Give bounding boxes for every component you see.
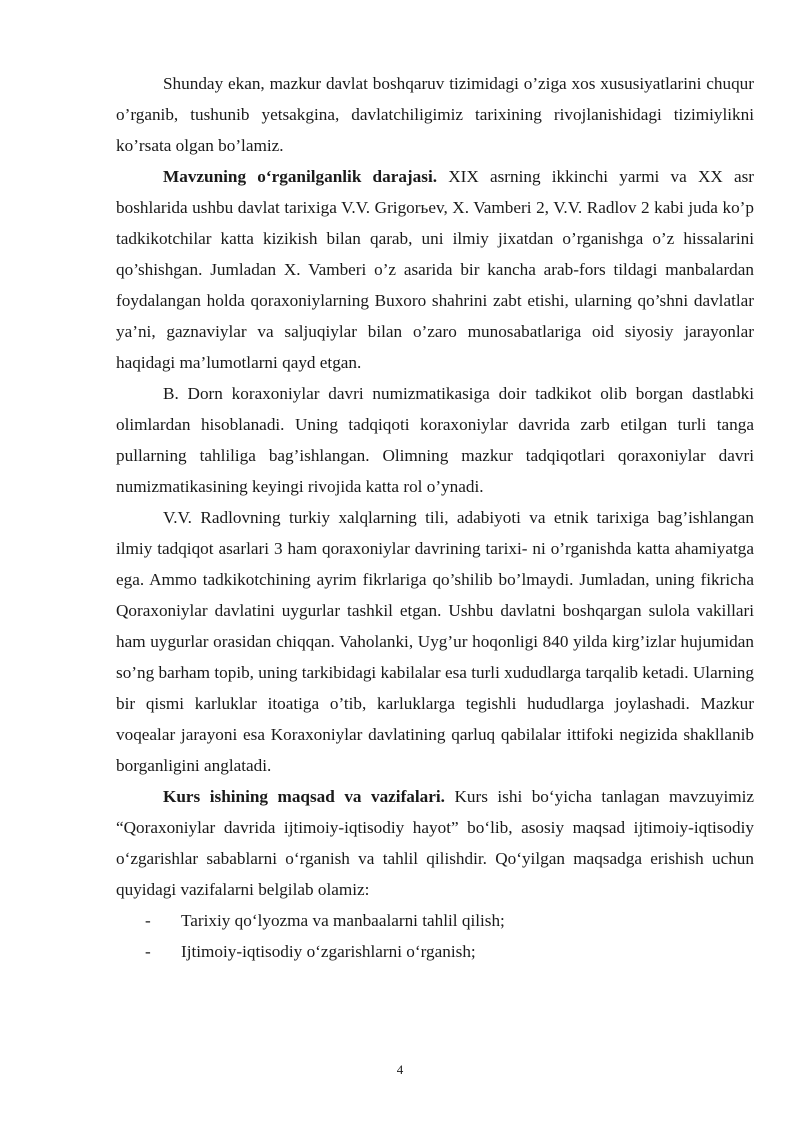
paragraph-text: B. Dorn koraxoniylar davri numizmatikasiga doir tadkikot olib borgan dastlabki olimlardan hisoblanadi. Uning tadqiqoti koraxoniylar davrida zarb etilgan turli tanga pullarning tahliliga bag’ishlangan. Olimning mazkur tadqiqotlari qoraxoniylar davri numizmatikasining keyingi rivojida katta rol o’ynadi. <box>116 384 754 496</box>
paragraph-goals <box>116 781 754 905</box>
paragraph-text: V.V. Radlovning turkiy xalqlarning tili, adabiyoti va etnik tarixiga bag’ishlangan ilmiy tadqiqot asarlari 3 ham qoraxoniylar davrining tarixi- ni o’rganishda katta ahamiyatga ega. Ammo tadkikotchining ayrim fikrlariga qo’shilib bo’lmaydi. Jumladan, uning fikricha Qoraxoniylar davlatini uygurlar tashkil etgan. Ushbu davlatni boshqargan sulola vakillari ham uygurlar orasidan chiqqan. Vaholanki, Uyg’ur hoqonligi 840 yilda kirg’izlar hujumidan so’ng barham topib, uning tarkibidagi kabilalar esa turli xududlarga tarqalib ketadi. Ularning bir qismi karluklar itoatiga o’tib, karluklarga tegishli hududlarga joylashadi. Mazkur voqealar jarayoni esa Koraxoniylar davlatining qarluq qabilalar ittifoki negizida shakllanib borganligini anglatadi. <box>116 508 754 775</box>
paragraph-intro <box>116 68 754 161</box>
page-number: 4 <box>396 1062 404 1077</box>
task-list <box>116 905 754 967</box>
section-heading-goals: Kurs ishining maqsad va vazifalari. <box>163 787 445 806</box>
list-item <box>116 936 754 967</box>
list-dash-marker: - <box>145 911 151 930</box>
paragraph-radlov <box>116 502 754 781</box>
paragraph-text: Shunday ekan, mazkur davlat boshqaruv tizimidagi o’ziga xos xususiyatlarini chuqur o’rganib, tushunib yetsakgina, davlatchiligimiz tarixining rivojlanishidagi tizimiylikni ko’rsata olgan bo’lamiz. <box>116 74 754 155</box>
paragraph-research-level <box>116 161 754 378</box>
paragraph-text: XIX asrning ikkinchi yarmi va XX asr boshlarida ushbu davlat tarixiga V.V. Grigorьev, X. Vamberi 2, V.V. Radlov 2 kabi juda ko’p tadkikotchilar katta kizikish bilan qarab, uni ilmiy jixatdan o’rganishga o’z hissalarini qo’shishgan. Jumladan X. Vamberi o’z asarida bir kancha arab-fors tildagi manbalardan foydalangan holda qoraxoniylarning Buxoro shahrini zabt etishi, ularning qo’shni davlatlar ya’ni, gaznaviylar va saljuqiylar bilan o’zaro munosabatlariga oid siyosiy jarayonlar haqidagi ma’lumotlarni qayd etgan. <box>116 167 754 372</box>
list-item-text: Tarixiy qo‘lyozma va manbaalarni tahlil qilish; <box>181 911 505 930</box>
list-item-text: Ijtimoiy-iqtisodiy o‘zgarishlarni o‘rganish; <box>181 942 476 961</box>
paragraph-text: Kurs ishi bo‘yicha tanlagan mavzuyimiz “Qoraxoniylar davrida ijtimoiy-iqtisodiy hayot” bo‘lib, asosiy maqsad ijtimoiy-iqtisodiy o‘zgarishlar sabablarni o‘rganish va tahlil qilishdir. Qo‘yilgan maqsadga erishish uchun quyidagi vazifalarni belgilab olamiz: <box>116 787 754 899</box>
document-page <box>116 68 754 967</box>
list-item <box>116 905 754 936</box>
paragraph-dorn <box>116 378 754 502</box>
section-heading-research-level: Mavzuning o‘rganilganlik darajasi. <box>163 167 438 186</box>
list-dash-marker: - <box>145 942 151 961</box>
